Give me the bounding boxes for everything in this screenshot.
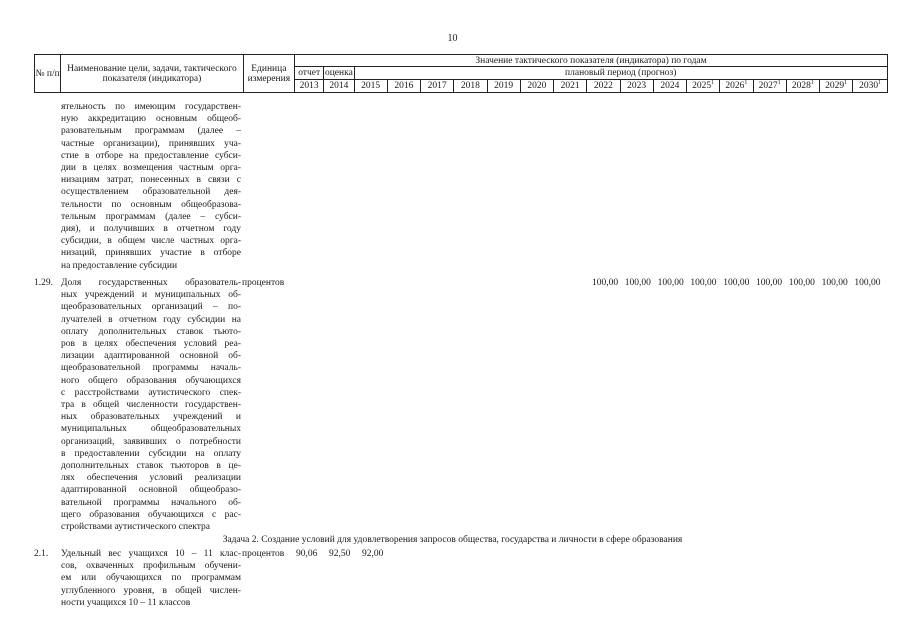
header-year-2026: 2026$^1$ [720,80,753,93]
indicator-name-line: ятельность по имеющим государствен- [61,102,241,112]
header-year-2013: 2013 [295,80,324,93]
indicator-name-line: тельным программам (далее – субси- [61,211,241,222]
indicator-name-line: на предоставление субсидии [61,260,178,271]
indicator-name [61,277,241,533]
indicator-name-line: частные организации), принявших уча- [61,138,241,149]
header-year-2023: 2023 [620,80,653,93]
indicator-name-line: разовательным программам (далее – [61,126,241,137]
page-number: 10 [447,33,458,44]
footnote-mark: 1 [878,79,882,86]
indicator-value: 100,00 [690,278,717,288]
indicator-value: 100,00 [821,278,848,288]
indicator-name-line: осуществлением образовательной дея- [61,187,241,198]
header-unit: Единица измерения [243,55,294,93]
indicator-value: 100,00 [624,278,651,288]
header-year-2022: 2022 [587,80,620,93]
row-number: 2.1. [34,549,49,559]
indicator-name-line: дии в целях возмещения частным орга- [61,163,241,174]
indicator-value: 92,50 [329,549,351,559]
footnote-mark: 1 [711,79,715,86]
indicator-name [61,101,241,272]
indicator-value: 100,00 [592,278,619,288]
footnote-mark: 1 [810,79,814,86]
header-values-title: Значение тактического показателя (индикатора) по годам [295,55,888,67]
indicator-name-line: углубленного уровня, в общей числен- [61,585,241,596]
header-year-2024: 2024 [653,80,686,93]
indicator-name-line: щеобразовательной программы началь- [61,363,241,374]
indicator-name-line: щего образования обучающихся с рас- [61,509,241,520]
table-header [34,54,888,93]
header-year-2027: 2027$^1$ [753,80,786,93]
header-year-2020: 2020 [520,80,553,93]
indicator-name-line: субсидии, в общем числе частных орга- [61,236,241,247]
indicator-name-line: стройствами аутистического спектра [61,522,211,533]
indicator-name-line: организаций, заявивших о потребности [61,436,241,447]
indicator-name-line: вательной программы начального об- [61,497,241,508]
indicator-name-line: низаций, принявших участие в отборе [61,248,241,259]
header-year-2016: 2016 [387,80,420,93]
header-year-2017: 2017 [421,80,454,93]
indicator-name-line: лизации адаптированной основной об- [61,351,241,362]
indicator-name-line: ного общего образования обучающихся [61,375,241,386]
indicator-name-line: тра в общей численности государствен- [61,400,241,411]
indicator-name-line: с расстройствами аутистического спек- [61,387,241,398]
footnote-mark: 1 [844,79,848,86]
indicator-value: 90,06 [296,549,318,559]
indicator-name-line: лях обеспечения условий реализации [61,473,241,484]
indicator-name-line: ем или обучающихся по программам [61,573,241,584]
header-estimate: оценка [324,68,353,78]
indicator-name-line: Удельный вес учащихся 10 – 11 клас- [61,549,241,559]
header-num: № п/п [35,55,61,93]
header-year-2029: 2029$^1$ [820,80,853,93]
indicator-name-line: ности учащихся 10 – 11 классов [61,597,191,608]
unit-of-measure: процентов [242,549,285,559]
indicator-name-line: тельности по основным общеобразова- [61,199,241,210]
header-year-2014: 2014 [324,80,354,93]
indicator-name-line: адаптированной основной общеобразо- [61,485,241,496]
indicator-name-line: муниципальных общеобразовательных [61,424,241,435]
indicator-name-line: сов, охваченных профильным обучени- [61,561,241,572]
indicator-name-line: ных учреждений и муниципальных об- [61,290,241,301]
header-year-2028: 2028$^1$ [786,80,819,93]
header-year-2015: 2015 [354,80,387,93]
header-plan: плановый период (прогноз) [354,67,888,80]
indicator-name-line: Доля государственных образователь- [61,278,241,288]
indicator-name [61,548,241,609]
indicator-value: 100,00 [788,278,815,288]
header-year-2021: 2021 [554,80,587,93]
indicator-name-line: оплату дополнительных ставок тьюто- [61,326,241,337]
header-year-2018: 2018 [454,80,487,93]
indicator-value: 100,00 [723,278,750,288]
header-year-2030: 2030$^1$ [853,80,888,93]
header-year-2019: 2019 [487,80,520,93]
indicator-name-line: щеобразовательных организаций – по- [61,302,241,313]
indicator-name-line: ных образовательных учреждений и [61,412,241,423]
unit-of-measure: процентов [242,278,285,288]
indicator-value: 100,00 [854,278,881,288]
indicator-name-line: ную аккредитацию основным общеоб- [61,114,241,125]
footnote-mark: 1 [744,79,748,86]
footnote-mark: 1 [777,79,781,86]
indicator-value: 100,00 [657,278,684,288]
indicator-name-line: в предоставлении субсидии на оплату [61,448,241,459]
indicator-name-line: дополнительных ставок тьюторов в це- [61,461,241,472]
header-year-2025: 2025$^1$ [687,80,720,93]
indicator-value: 92,00 [362,549,384,559]
indicator-name-line: дия), и получивших в отчетном году [61,224,241,235]
header-name: Наименование цели, задачи, тактического показателя (индикатора) [61,55,243,93]
indicator-name-line: стие в отборе на предоставление субси- [61,150,241,161]
indicator-name-line: лучателей в отчетном году субсидии на [61,314,241,325]
row-number: 1.29. [34,278,53,288]
indicator-name-line: низациям затрат, понесенных в связи с [61,175,241,186]
task-2-heading: Задача 2. Создание условий для удовлетворения запросов общества, государства и личности в сфере образования [222,535,683,545]
header-report: отчет [295,67,324,80]
indicator-value: 100,00 [756,278,783,288]
indicator-name-line: ров в целях обеспечения условий реа- [61,339,241,350]
